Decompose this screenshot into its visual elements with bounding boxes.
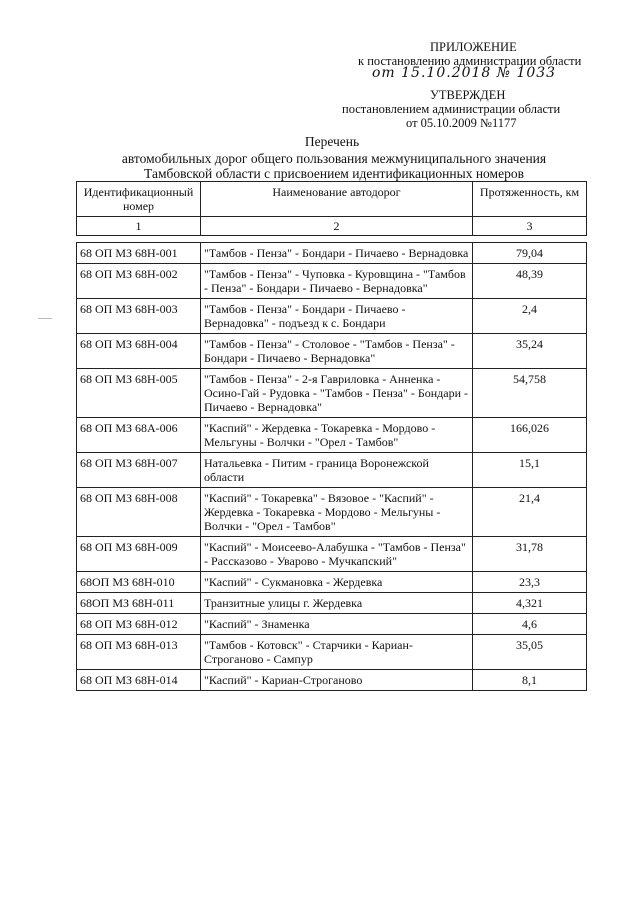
road-name-cell: "Тамбов - Пенза" - Бондари - Пичаево - Вернадовка bbox=[201, 243, 473, 264]
road-length-cell: 8,1 bbox=[473, 670, 587, 691]
table-row bbox=[77, 418, 587, 453]
road-id-cell: 68ОП МЗ 68Н-011 bbox=[77, 593, 201, 614]
road-length-cell: 48,39 bbox=[473, 264, 587, 299]
document-title: Перечень bbox=[304, 134, 360, 149]
road-length-cell: 166,026 bbox=[473, 418, 587, 453]
road-id-cell: 68 ОП МЗ 68Н-005 bbox=[77, 369, 201, 418]
road-id-cell: 68 ОП МЗ 68Н-007 bbox=[77, 453, 201, 488]
table-row bbox=[77, 593, 587, 614]
table-row bbox=[77, 572, 587, 593]
road-name-cell: "Каспий" - Сукмановка - Жердевка bbox=[201, 572, 473, 593]
appendix-subtitle: к постановлению администрации области bbox=[358, 54, 582, 68]
column-header-name: Наименование автодорог bbox=[201, 182, 473, 217]
road-id-cell: 68 ОП МЗ 68Н-002 bbox=[77, 264, 201, 299]
road-id-cell: 68 ОП МЗ 68Н-012 bbox=[77, 614, 201, 635]
table-row bbox=[77, 334, 587, 369]
table-row bbox=[77, 635, 587, 670]
road-length-cell: 15,1 bbox=[473, 453, 587, 488]
approved-subtitle: постановлением администрации области bbox=[342, 102, 561, 116]
road-id-cell: 68 ОП МЗ 68Н-004 bbox=[77, 334, 201, 369]
road-id-cell: 68 ОП МЗ 68Н-014 bbox=[77, 670, 201, 691]
road-length-cell: 35,24 bbox=[473, 334, 587, 369]
table-row bbox=[77, 369, 587, 418]
road-length-cell: 23,3 bbox=[473, 572, 587, 593]
roads-table bbox=[76, 181, 587, 691]
road-name-cell: "Каспий" - Кариан-Строганово bbox=[201, 670, 473, 691]
table-header-row bbox=[77, 182, 587, 217]
road-name-cell: "Каспий" - Токаревка" - Вязовое - "Каспий" - Жердевка - Токаревка - Мордово - Мельгуны - Волчки - "Орел - Тамбов" bbox=[201, 488, 473, 537]
table-row bbox=[77, 614, 587, 635]
road-id-cell: 68 ОП МЗ 68А-006 bbox=[77, 418, 201, 453]
road-id-cell: 68 ОП МЗ 68Н-009 bbox=[77, 537, 201, 572]
document-subtitle-line1: автомобильных дорог общего пользования межмуниципального значения bbox=[121, 151, 547, 166]
road-name-cell: "Тамбов - Котовск" - Старчики - Кариан-Строганово - Сампур bbox=[201, 635, 473, 670]
road-id-cell: 68ОП МЗ 68Н-010 bbox=[77, 572, 201, 593]
table-row bbox=[77, 243, 587, 264]
road-id-cell: 68 ОП МЗ 68Н-003 bbox=[77, 299, 201, 334]
road-name-cell: "Каспий" - Моисеево-Алабушка - "Тамбов - Пенза" - Рассказово - Уварово - Мучкапский" bbox=[201, 537, 473, 572]
scan-artifact bbox=[38, 318, 52, 319]
road-length-cell: 4,321 bbox=[473, 593, 587, 614]
table-row bbox=[77, 264, 587, 299]
road-id-cell: 68 ОП МЗ 68Н-001 bbox=[77, 243, 201, 264]
table-row bbox=[77, 488, 587, 537]
road-length-cell: 35,05 bbox=[473, 635, 587, 670]
road-length-cell: 21,4 bbox=[473, 488, 587, 537]
column-header-id: Идентификационный номер bbox=[77, 182, 201, 217]
road-name-cell: Транзитные улицы г. Жердевка bbox=[201, 593, 473, 614]
table-row bbox=[77, 453, 587, 488]
appendix-title: ПРИЛОЖЕНИЕ bbox=[430, 40, 517, 54]
road-name-cell: "Тамбов - Пенза" - Столовое - "Тамбов - Пенза" - Бондари - Пичаево - Вернадовка" bbox=[201, 334, 473, 369]
table-row bbox=[77, 299, 587, 334]
column-number: 3 bbox=[473, 217, 587, 236]
approved-date: от 05.10.2009 №1177 bbox=[406, 116, 517, 130]
table-row bbox=[77, 537, 587, 572]
road-id-cell: 68 ОП МЗ 68Н-008 bbox=[77, 488, 201, 537]
road-length-cell: 31,78 bbox=[473, 537, 587, 572]
road-name-cell: "Каспий" - Знаменка bbox=[201, 614, 473, 635]
column-header-length: Протяженность, км bbox=[473, 182, 587, 217]
road-id-cell: 68 ОП МЗ 68Н-013 bbox=[77, 635, 201, 670]
column-number: 1 bbox=[77, 217, 201, 236]
road-length-cell: 4,6 bbox=[473, 614, 587, 635]
road-name-cell: Натальевка - Питим - граница Воронежской области bbox=[201, 453, 473, 488]
handwritten-date: от 15.10.2018 № 1033 bbox=[372, 65, 557, 81]
approved-title: УТВЕРЖДЕН bbox=[430, 88, 506, 102]
road-length-cell: 2,4 bbox=[473, 299, 587, 334]
column-number-row bbox=[77, 217, 587, 236]
column-number: 2 bbox=[201, 217, 473, 236]
road-name-cell: "Тамбов - Пенза" - Чуповка - Куровщина - "Тамбов - Пенза" - Бондари - Пичаево - Вернадовка" bbox=[201, 264, 473, 299]
road-length-cell: 79,04 bbox=[473, 243, 587, 264]
table-row bbox=[77, 670, 587, 691]
road-name-cell: "Каспий" - Жердевка - Токаревка - Мордово - Мельгуны - Волчки - "Орел - Тамбов" bbox=[201, 418, 473, 453]
document-subtitle-line2: Тамбовской области с присвоением идентификационных номеров bbox=[144, 166, 524, 181]
road-name-cell: "Тамбов - Пенза" - 2-я Гавриловка - Анненка - Осино-Гай - Рудовка - "Тамбов - Пенза" - Бондари - Пичаево - Вернадовка" bbox=[201, 369, 473, 418]
road-length-cell: 54,758 bbox=[473, 369, 587, 418]
road-name-cell: "Тамбов - Пенза" - Бондари - Пичаево - Вернадовка" - подъезд к с. Бондари bbox=[201, 299, 473, 334]
table-spacer bbox=[77, 236, 587, 243]
